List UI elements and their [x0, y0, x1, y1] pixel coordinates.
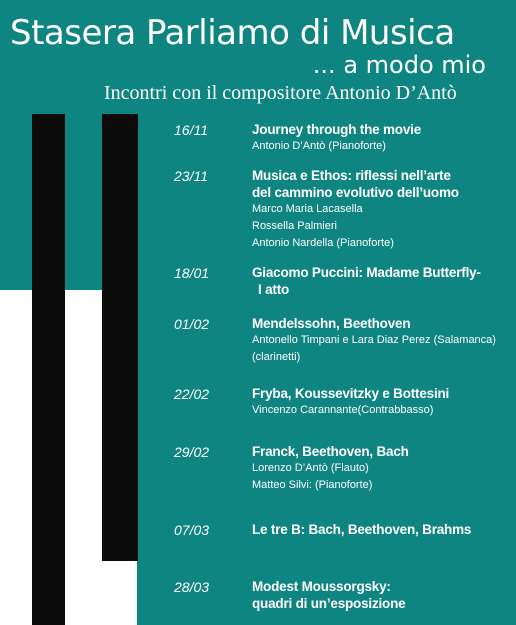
poster-title-continuation: ... a modo mio	[312, 51, 486, 79]
event-title	[252, 521, 514, 538]
event-content	[252, 521, 514, 538]
poster-title: Stasera Parliamo di Musica	[10, 13, 455, 53]
event-date: 22/02	[174, 386, 210, 402]
piano-black-key-left	[32, 114, 65, 625]
event-date: 16/11	[174, 122, 208, 138]
event-title-line: Journey through the movie	[252, 122, 422, 137]
event-performer: Matteo Silvi: (Pianoforte)	[252, 479, 373, 491]
event-title	[252, 578, 514, 612]
piano-black-key-right	[102, 114, 138, 561]
event-date: 18/01	[174, 265, 210, 281]
event-content	[252, 385, 514, 419]
event-performer: Antonio D’Antò (Pianoforte)	[252, 140, 386, 152]
event-performer: Lorenzo D’Antò (Flauto)	[252, 462, 369, 474]
event-title-line: del cammino evolutivo dell’uomo	[252, 185, 459, 200]
event-title-line: Musica e Ethos: riflessi nell’arte	[252, 168, 451, 183]
event-title	[252, 121, 514, 138]
event-performer: (clarinetti)	[252, 351, 301, 363]
event-title-line: Mendelssohn, Beethoven	[252, 316, 411, 331]
event-title	[252, 264, 514, 298]
event-content	[252, 443, 514, 494]
event-title	[252, 315, 514, 332]
event-title	[252, 443, 514, 460]
poster-subtitle: Incontri con il compositore Antonio D’Antò	[104, 82, 457, 104]
event-date: 07/03	[174, 522, 210, 538]
event-title-line: Fryba, Koussevitzky e Bottesini	[252, 386, 450, 401]
event-performer: Rossella Palmieri	[252, 220, 337, 232]
event-content	[252, 264, 514, 298]
event-title-line: I atto	[258, 282, 290, 297]
event-title-line: Giacomo Puccini: Madame Butterfly-	[252, 265, 481, 280]
event-content	[252, 315, 514, 366]
event-date: 23/11	[174, 168, 208, 184]
event-performer: Antonio Nardella (Pianoforte)	[252, 237, 394, 249]
event-performer: Vincenzo Carannante(Contrabbasso)	[252, 404, 434, 416]
event-content	[252, 121, 514, 155]
event-performer: Marco Maria Lacasella	[252, 203, 363, 215]
event-title-line: Franck, Beethoven, Bach	[252, 444, 409, 459]
event-date: 29/02	[174, 444, 210, 460]
event-title	[252, 385, 514, 402]
event-content	[252, 167, 514, 252]
event-date: 28/03	[174, 579, 210, 595]
event-title-line: Modest Moussorgsky:	[252, 579, 391, 594]
event-title-line: quadri di un’esposizione	[252, 596, 406, 611]
event-date: 01/02	[174, 316, 210, 332]
event-title	[252, 167, 514, 201]
event-title-line: Le tre B: Bach, Beethoven, Brahms	[252, 522, 472, 537]
event-content	[252, 578, 514, 612]
event-performer: Antonello Timpani e Lara Diaz Perez (Salamanca)	[252, 334, 496, 346]
